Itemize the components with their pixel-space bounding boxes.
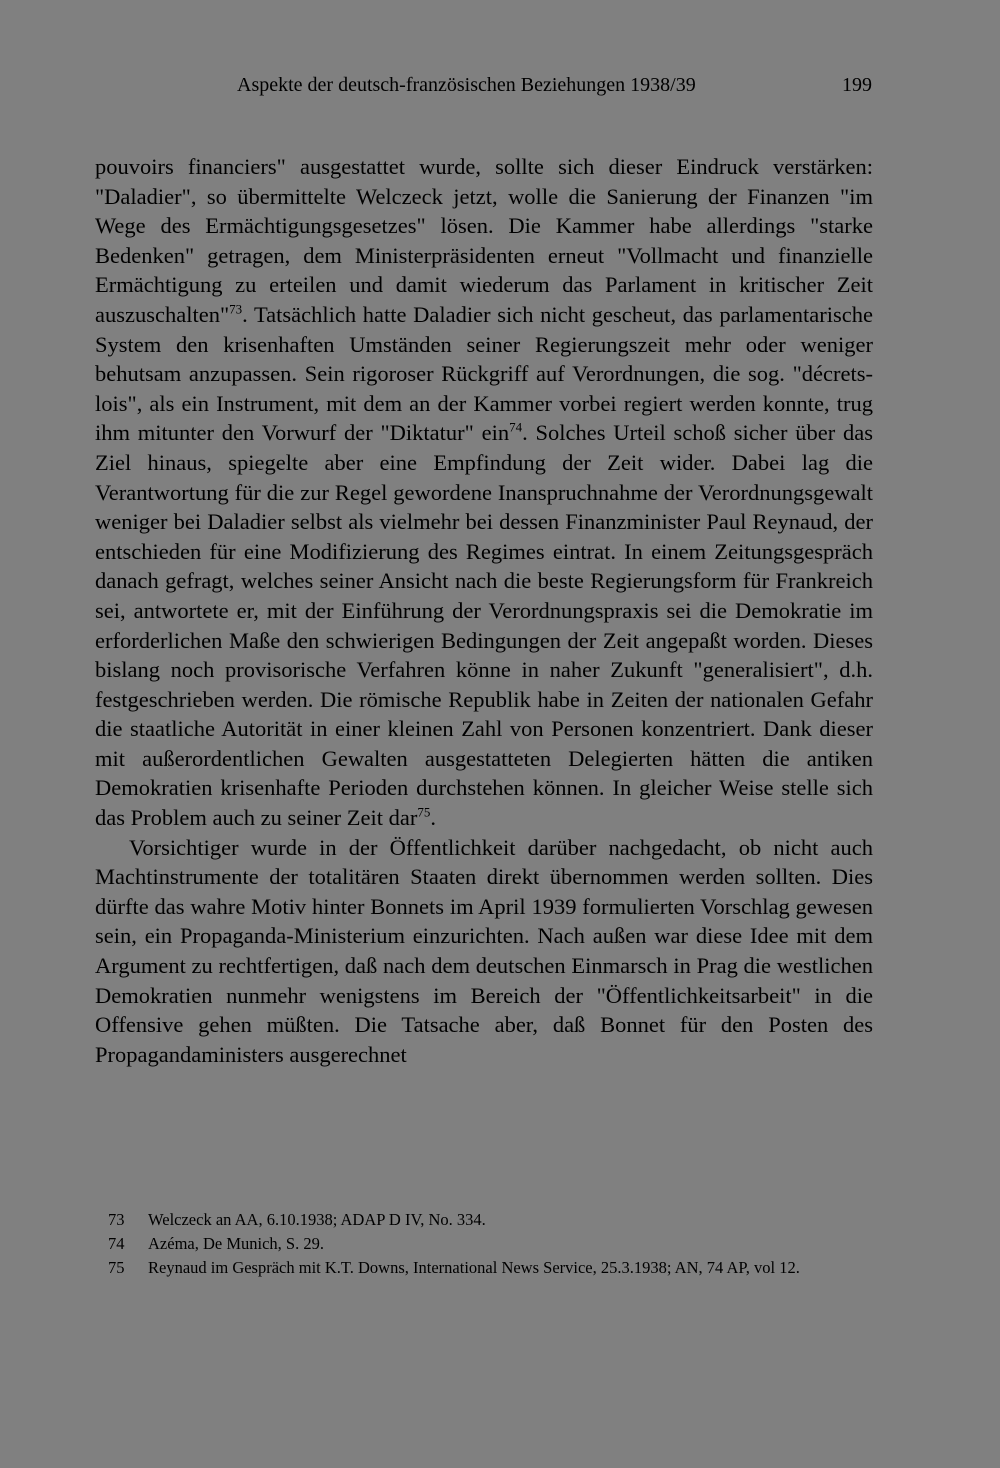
running-title: Aspekte der deutsch-französischen Beziehungen 1938/39 [237, 74, 696, 96]
footnote-ref-75: 75 [417, 804, 431, 820]
running-header [95, 74, 875, 102]
footnote-text: Reynaud im Gespräch mit K.T. Downs, International News Service, 25.3.1938; AN, 74 AP, vol 12. [148, 1258, 800, 1277]
paragraph-1-segment-2: . Tatsächlich hatte Daladier sich nicht gescheut, das parlamentarische System den krisenhaften Umständen seiner Regierungszeit mehr oder weniger behutsam anzupassen. Sein rigoroser Rückgriff auf Verordnungen, die sog. "décrets-lois", als ein Instrument, mit dem an der Kammer vorbei regiert werden konnte, trug ihm mitunter den Vorwurf der "Diktatur" ein [95, 301, 873, 446]
body-text [95, 152, 873, 1069]
footnote-74 [108, 1232, 873, 1255]
paragraph-1-segment-4: . [430, 805, 437, 831]
footnote-75 [108, 1256, 873, 1279]
footnote-73 [108, 1208, 873, 1231]
paragraph-1-segment-1: pouvoirs financiers" ausgestattet wurde, sollte sich dieser Eindruck verstärken: "Daladier", so übermittelte Welczeck jetzt, wolle die Sanierung der Finanzen "im Wege des Ermächtigungsgesetzes" lösen. Die Kammer habe allerdings "starke Bedenken" getragen, dem Ministerpräsidenten erneut "Vollmacht und finanzielle Ermächtigung zu erteilen und damit wiederum das Parlament in kritischer Zeit auszuschalten" [95, 154, 873, 327]
paragraph-2: Vorsichtiger wurde in der Öffentlichkeit darüber nachgedacht, ob nicht auch Machtinstrumente der totalitären Staaten direkt übernommen werden sollten. Dies dürfte das wahre Motiv hinter Bonnets im April 1939 formulierten Vorschlag gewesen sein, ein Propaganda-Ministerium einzurichten. Nach außen war diese Idee mit dem Argument zu rechtfertigen, daß nach dem deutschen Einmarsch in Prag die westlichen Demokratien nunmehr wenigstens im Bereich der "Öffentlichkeitsarbeit" in die Offensive gehen müßten. Die Tatsache aber, daß Bonnet für den Posten des Propagandaministers ausgerechnet [95, 834, 873, 1067]
page-number: 199 [842, 74, 872, 96]
paragraph-1 [95, 152, 873, 833]
footnote-number: 73 [108, 1210, 125, 1229]
footnote-ref-73: 73 [229, 301, 243, 317]
footnote-text: Azéma, De Munich, S. 29. [148, 1234, 324, 1253]
footnote-text: Welczeck an AA, 6.10.1938; ADAP D IV, No. 334. [148, 1210, 486, 1229]
paragraph-1-segment-3: . Solches Urteil schoß sicher über das Ziel hinaus, spiegelte aber eine Empfindung der Zeit wider. Dabei lag die Verantwortung für die zur Regel gewordene Inanspruchnahme der Verordnungsgewalt weniger bei Daladier selbst als vielmehr bei dessen Finanzminister Paul Reynaud, der entschieden für eine Modifizierung des Regimes eintrat. In einem Zeitungsgespräch danach gefragt, welches seiner Ansicht nach die beste Regierungsform für Frankreich sei, antwortete er, mit der Einführung der Verordnungspraxis sei die Demokratie im erforderlichen Maße den schwierigen Bedingungen der Zeit angepaßt worden. Dieses bislang noch provisorische Verfahren könne in naher Zukunft "generalisiert", d.h. festgeschrieben werden. Die römische Republik habe in Zeiten der nationalen Gefahr die staatliche Autorität in einer kleinen Zahl von Personen konzentriert. Dank dieser mit außerordentlichen Gewalten ausgestatteten Delegierten hätten die antiken Demokratien krisenhafte Perioden durchstehen können. In gleicher Weise stelle sich das Problem auch zu seiner Zeit dar [95, 420, 873, 831]
footnote-number: 75 [108, 1258, 125, 1277]
footnote-number: 74 [108, 1234, 125, 1253]
footnote-ref-74: 74 [509, 419, 523, 435]
footnotes [108, 1208, 873, 1280]
